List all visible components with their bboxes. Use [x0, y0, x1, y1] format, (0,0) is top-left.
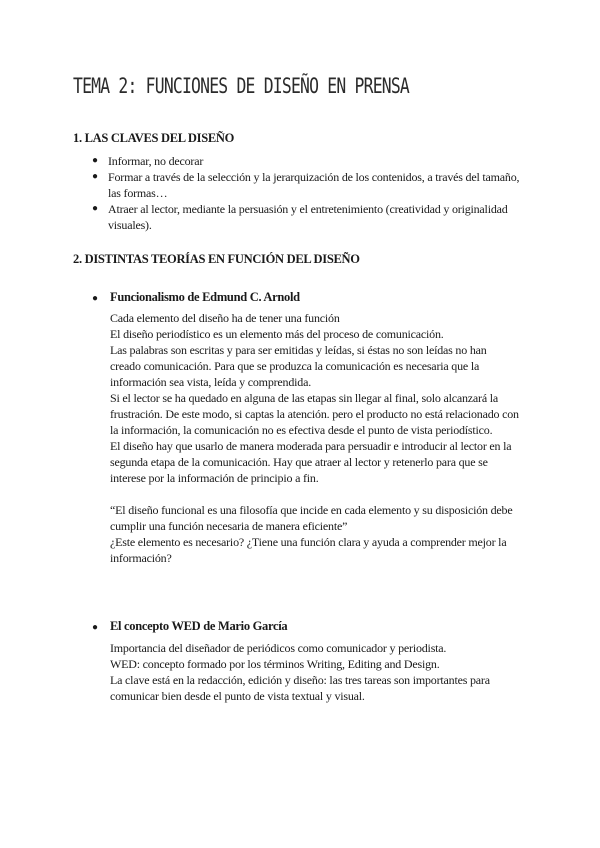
paragraph: El diseño hay que usarlo de manera moderada para persuadir e introducir al lector en la segunda etapa de la comunicación. Hay que atraer al lector y retenerlo para que se interese por la información de principio a fin.: [110, 439, 512, 485]
page-title: TEMA 2: FUNCIONES DE DISEÑO EN PRENSA: [73, 74, 410, 98]
paragraph: Importancia del diseñador de periódicos como comunicador y periodista.: [110, 641, 447, 655]
theory-2-body: [110, 640, 520, 704]
section-2-heading: 2. DISTINTAS TEORÍAS EN FUNCIÓN DEL DISEÑO: [73, 252, 360, 266]
list-item: ● Formar a través de la selección y la jerarquización de los contenidos, a través del tamaño, las formas…: [92, 170, 520, 200]
list-item: ● Informar, no decorar: [92, 154, 204, 168]
bullet-icon: ●: [92, 622, 98, 633]
bullet-icon: ●: [92, 203, 98, 214]
paragraph: WED: concepto formado por los términos Writing, Editing and Design.: [110, 657, 440, 671]
section-1-bullet-list: [92, 153, 522, 233]
paragraph: Las palabras son escritas y para ser emitidas y leídas, si éstas no son leídas no han creado comunicación. Para que se produzca la comunicación es necesaria que la información sea vista, leída y comprendida.: [110, 343, 487, 389]
bullet-icon: ●: [92, 155, 98, 166]
theory-1-body: [110, 310, 520, 566]
theory-1-title: ● Funcionalismo de Edmund C. Arnold: [92, 290, 300, 304]
bullet-icon: ●: [92, 293, 98, 304]
question: ¿Este elemento es necesario? ¿Tiene una función clara y ayuda a comprender mejor la información?: [110, 535, 507, 565]
paragraph: La clave está en la redacción, edición y diseño: las tres tareas son importantes para comunicar bien desde el punto de vista textual y visual.: [110, 673, 490, 703]
bullet-icon: ●: [92, 171, 98, 182]
theory-2-title: ● El concepto WED de Mario García: [92, 619, 288, 633]
quote: “El diseño funcional es una filosofía que incide en cada elemento y su disposición debe cumplir una función necesaria de manera eficiente”: [110, 503, 513, 533]
paragraph: El diseño periodístico es un elemento más del proceso de comunicación.: [110, 327, 444, 341]
section-1-heading: 1. LAS CLAVES DEL DISEÑO: [73, 131, 235, 145]
list-item: ● Atraer al lector, mediante la persuasión y el entretenimiento (creatividad y originalidad visuales).: [92, 202, 508, 232]
paragraph: Si el lector se ha quedado en alguna de las etapas sin llegar al final, solo alcanzará la frustración. De este modo, si captas la atención. pero el producto no está relacionado con la información, la comunicación no es efectiva desde el punto de vista periodístico.: [110, 391, 519, 437]
paragraph: Cada elemento del diseño ha de tener una función: [110, 311, 340, 325]
